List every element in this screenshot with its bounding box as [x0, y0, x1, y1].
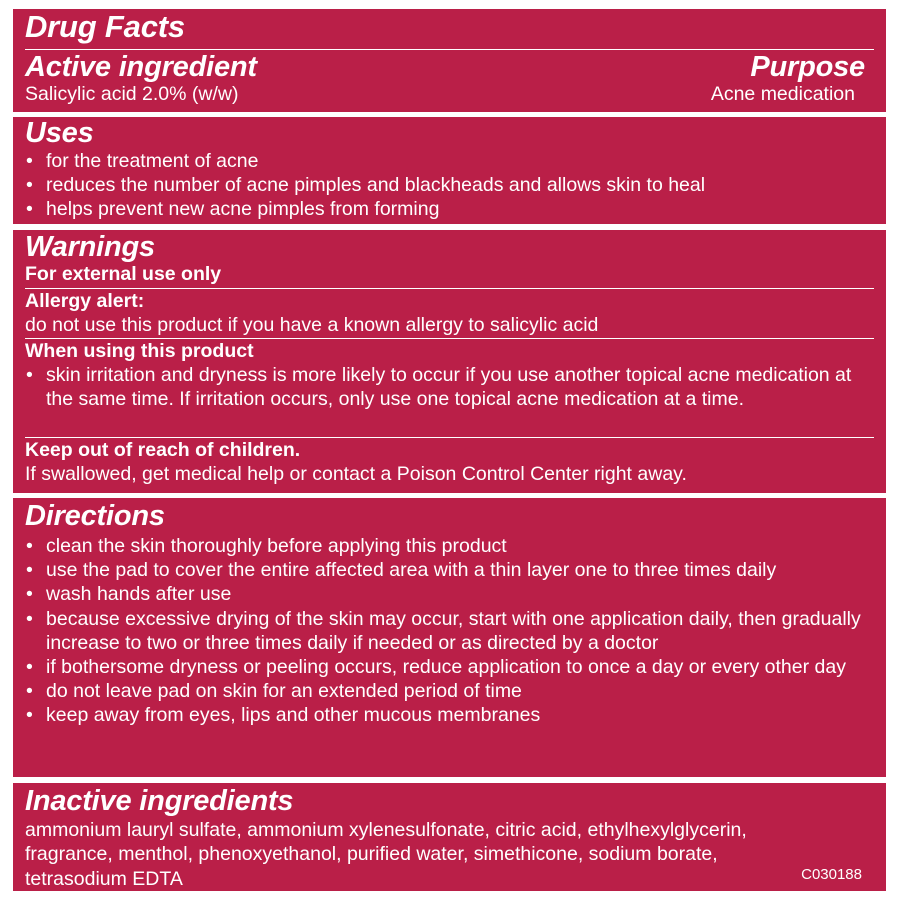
product-code: C030188: [801, 866, 862, 883]
when-using-item: • skin irritation and dryness is more likely to occur if you use another topical acne medication at the same time. If irritation occurs, only use one topical acne medication at a time.: [26, 364, 852, 411]
uses-heading: Uses: [25, 117, 94, 149]
warnings-panel: [13, 230, 886, 493]
directions-item: • do not leave pad on skin for an extended period of time: [26, 680, 522, 703]
directions-item: • because excessive drying of the skin may occur, start with one application daily, then gradually increase to two or three times daily if needed or as directed by a doctor: [26, 607, 861, 654]
bullet-icon: •: [26, 559, 33, 582]
bullet-icon: •: [26, 364, 33, 386]
when-using-heading: When using this product: [25, 340, 254, 362]
uses-item: • reduces the number of acne pimples and blackheads and allows skin to heal: [26, 174, 706, 197]
inactive-ingredients-heading: Inactive ingredients: [25, 785, 294, 817]
active-ingredient-heading: Active ingredient: [25, 51, 257, 83]
bullet-icon: •: [26, 704, 33, 727]
warnings-heading: Warnings: [25, 231, 155, 263]
inactive-ingredients-text: ammonium lauryl sulfate, ammonium xylenesulfonate, citric acid, ethylhexylglycerin, fragrance, menthol, phenoxyethanol, purified water, simethicone, sodium borate, tetrasodium EDTA: [25, 819, 747, 890]
active-ingredient-value: Salicylic acid 2.0% (w/w): [25, 83, 239, 105]
purpose-value: Acne medication: [710, 83, 855, 105]
allergy-alert-text: do not use this product if you have a known allergy to salicylic acid: [25, 314, 599, 336]
bullet-icon: •: [26, 150, 33, 172]
bullet-icon: •: [26, 174, 33, 197]
directions-item: • wash hands after use: [26, 583, 232, 606]
bullet-icon: •: [26, 583, 33, 606]
uses-item: • helps prevent new acne pimples from forming: [26, 198, 440, 221]
drug-facts-title: Drug Facts: [25, 9, 185, 44]
purpose-heading: Purpose: [750, 51, 865, 83]
children-text: If swallowed, get medical help or contact a Poison Control Center right away.: [25, 463, 687, 485]
bullet-icon: •: [26, 198, 33, 221]
allergy-alert-heading: Allergy alert:: [25, 290, 145, 312]
bullet-icon: •: [26, 535, 33, 557]
directions-item: • clean the skin thoroughly before applying this product: [26, 535, 507, 557]
directions-heading: Directions: [25, 500, 165, 532]
inactive-ingredients-panel: [13, 783, 886, 891]
uses-panel: [13, 117, 886, 224]
children-heading: Keep out of reach of children.: [25, 439, 301, 461]
active-ingredient-row: [25, 82, 874, 106]
directions-item: • use the pad to cover the entire affected area with a thin layer one to three times daily: [26, 559, 777, 582]
bullet-icon: •: [26, 607, 33, 630]
directions-panel: [13, 498, 886, 777]
active-heading-row: [25, 50, 874, 82]
bullet-icon: •: [26, 680, 33, 703]
directions-item: • if bothersome dryness or peeling occurs, reduce application to once a day or every other day: [26, 656, 846, 679]
bullet-icon: •: [26, 656, 33, 679]
active-ingredient-panel: [13, 9, 886, 112]
external-use-note: For external use only: [25, 263, 222, 285]
directions-item: • keep away from eyes, lips and other mucous membranes: [26, 704, 541, 727]
uses-item: • for the treatment of acne: [26, 150, 259, 172]
